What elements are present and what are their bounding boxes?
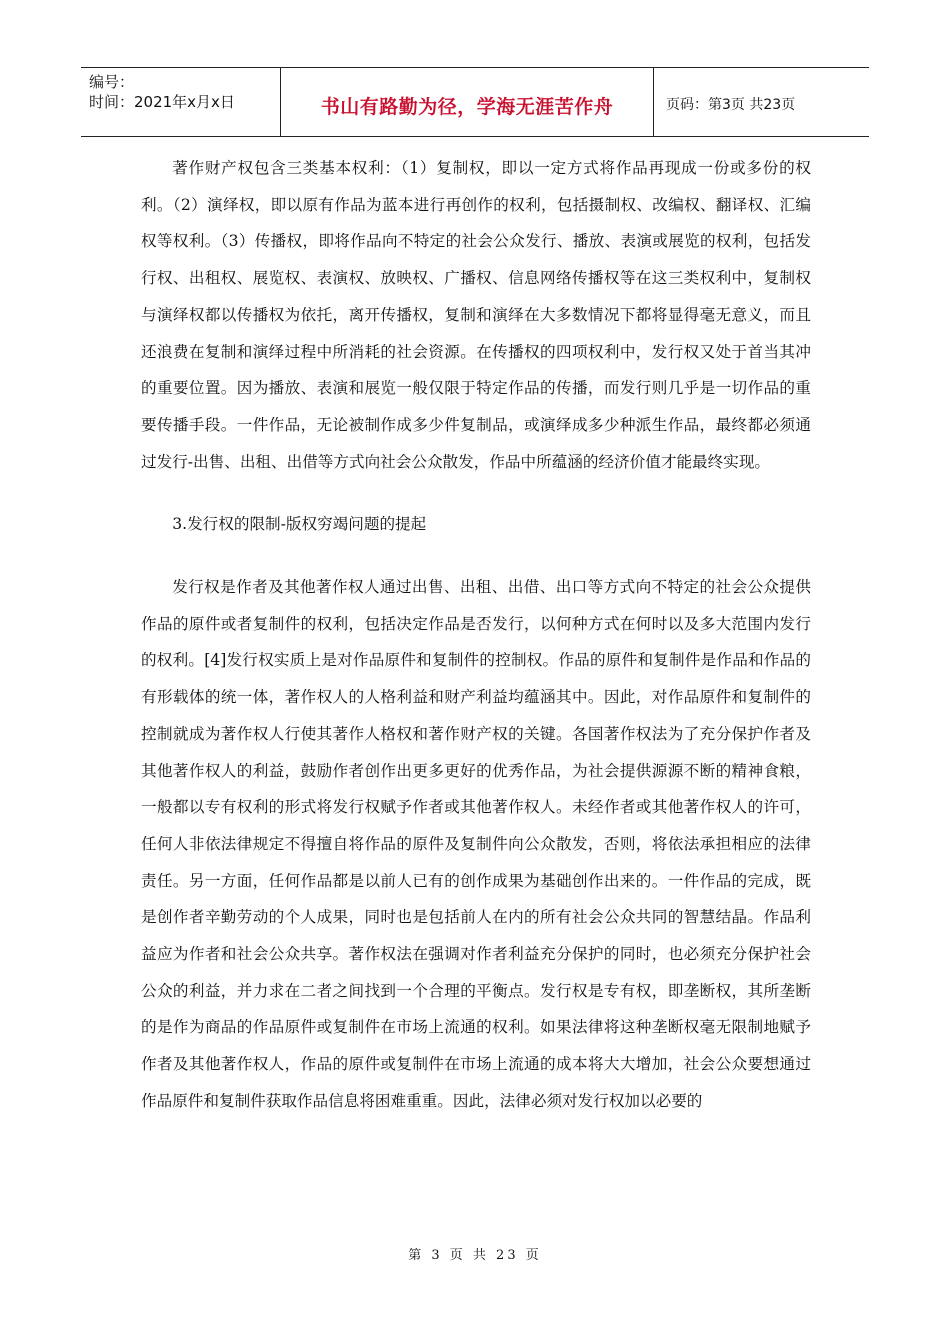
header-motto-cell [281,68,654,136]
section-heading: 3.发行权的限制-版权穷竭问题的提起 [172,515,427,534]
body-paragraph: 发行权是作者及其他著作权人通过出售、出租、出借、出口等方式向不特定的社会公众提供作品的原件或者复制件的权利，包括决定作品是否发行，以何种方式在何时以及多大范围内发行的权利。[4]发行权实质上是对作品原件和复制件的控制权。作品的原件和复制件是作品和作品的有形载体的统一体，著作权人的人格利益和财产利益均蕴涵其中。因此，对作品原件和复制件的控制就成为著作权人行使其著作人格权和著作财产权的关键。各国著作权法为了充分保护作者及其他著作权人的利益，鼓励作者创作出更多更好的优秀作品，为社会提供源源不断的精神食粮，一般都以专有权利的形式将发行权赋予作者或其他著作权人。未经作者或其他著作权人的许可，任何人非依法律规定不得擅自将作品的原件及复制件向公众散发，否则，将依法承担相应的法律责任。另一方面，任何作品都是以前人已有的创作成果为基础创作出来的。一件作品的完成，既是创作者辛勤劳动的个人成果，同时也是包括前人在内的所有社会公众共同的智慧结晶。作品利益应为作者和社会公众共享。著作权法在强调对作者利益充分保护的同时，也必须充分保护社会公众的利益，并力求在二者之间找到一个合理的平衡点。发行权是专有权，即垄断权，其所垄断的是作为商品的作品原件或复制件在市场上流通的权利。如果法律将这种垄断权毫无限制地赋予作者及其他著作权人，作品的原件或复制件在市场上流通的成本将大大增加，社会公众要想通过作品原件和复制件获取作品信息将困难重重。因此，法律必须对发行权加以必要的 [141,578,811,1110]
document-date-label: 时间：2021年x月x日 [89,93,235,111]
page-header [81,67,869,137]
header-meta-cell [81,68,281,136]
header-page-info: 页码：第3页 共23页 [666,97,796,113]
document-body [141,150,811,1120]
document-number-label: 编号： [89,73,135,91]
body-paragraph: 著作财产权包含三类基本权利：（1）复制权，即以一定方式将作品再现成一份或多份的权利。（2）演绎权，即以原有作品为蓝本进行再创作的权利，包括摄制权、改编权、翻译权、汇编权等权利。（3）传播权，即将作品向不特定的社会公众发行、播放、表演或展览的权利，包括发行权、出租权、展览权、表演权、放映权、广播权、信息网络传播权等在这三类权利中，复制权与演绎权都以传播权为依托，离开传播权，复制和演绎在大多数情况下都将显得毫无意义，而且还浪费在复制和演绎过程中所消耗的社会资源。在传播权的四项权利中，发行权又处于首当其冲的重要位置。因为播放、表演和展览一般仅限于特定作品的传播，而发行则几乎是一切作品的重要传播手段。一件作品，无论被制作成多少件复制品，或演绎成多少种派生作品，最终都必须通过发行-出售、出租、出借等方式向社会公众散发，作品中所蕴涵的经济价值才能最终实现。 [141,159,811,471]
header-motto: 书山有路勤为径，学海无涯苦作舟 [320,95,614,118]
page-footer: 第 3 页 共 23 页 [408,1248,542,1263]
header-page-cell [654,68,869,136]
